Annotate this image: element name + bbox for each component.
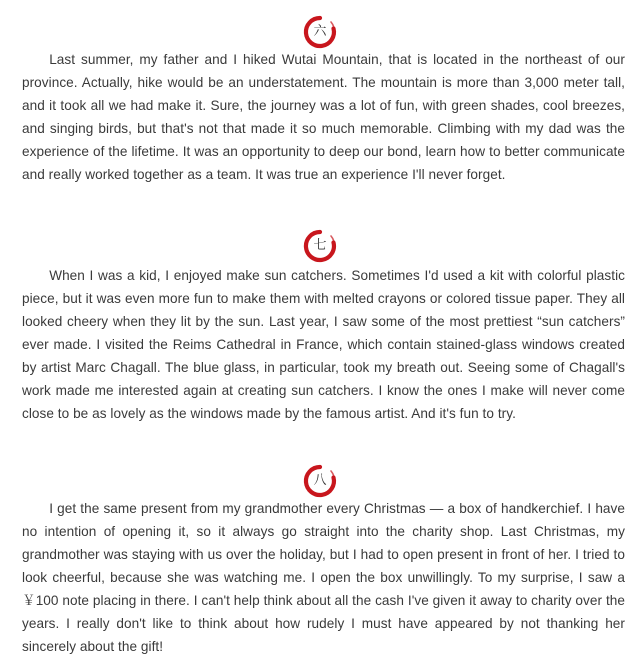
- paragraph: I get the same present from my grandmother every Christmas — a box of handkerchief. I have no intention of opening it, so it always go straight into the charity shop. Last Christmas, my grandmother was staying with us over the holiday, but I had to open present in front of her. I tried to look cheerful, because she was watching me. I open the box unwillingly. To my surprise, I saw a ￥100 note placing in there. I can't help think about all the cash I've given it away to charity over the years. I really don't like to think about how rudely I must have appeared by not thanking her sincerely about the gift!: [22, 501, 625, 654]
- section-number: 七: [313, 238, 327, 253]
- section-badge: [302, 14, 338, 50]
- section-badge: [302, 463, 338, 499]
- paragraph: When I was a kid, I enjoyed make sun catchers. Sometimes I'd used a kit with colorful plastic piece, but it was even more fun to make them with melted crayons or colored tissue paper. They all looked cheery when they lit by the sun. Last year, I saw some of the most prettiest “sun catchers” ever made. I visited the Reims Cathedral in France, which contain stained-glass windows created by artist Marc Chagall. The blue glass, in particular, took my breath out. Seeing some of Chagall's work made me interested again at creating sun catchers. I know the ones I make will never come close to be as lovely as the windows made by the famous artist. And it's fun to try.: [22, 268, 625, 421]
- section-badge: [302, 228, 338, 264]
- section-number: 六: [313, 24, 327, 39]
- section-number: 八: [313, 473, 327, 488]
- paragraph: Last summer, my father and I hiked Wutai Mountain, that is located in the northeast of our province. Actually, hike would be an understatement. The mountain is more than 3,000 meter tall, and it took all we had make it. Sure, the journey was a lot of fun, with green shades, cool breezes, and singing birds, but that's not that made it so much memorable. Climbing with my dad was the experience of the lifetime. It was an opportunity to deep our bond, learn how to better communicate and really worked together as a team. It was true an experience I'll never forget.: [22, 52, 625, 182]
